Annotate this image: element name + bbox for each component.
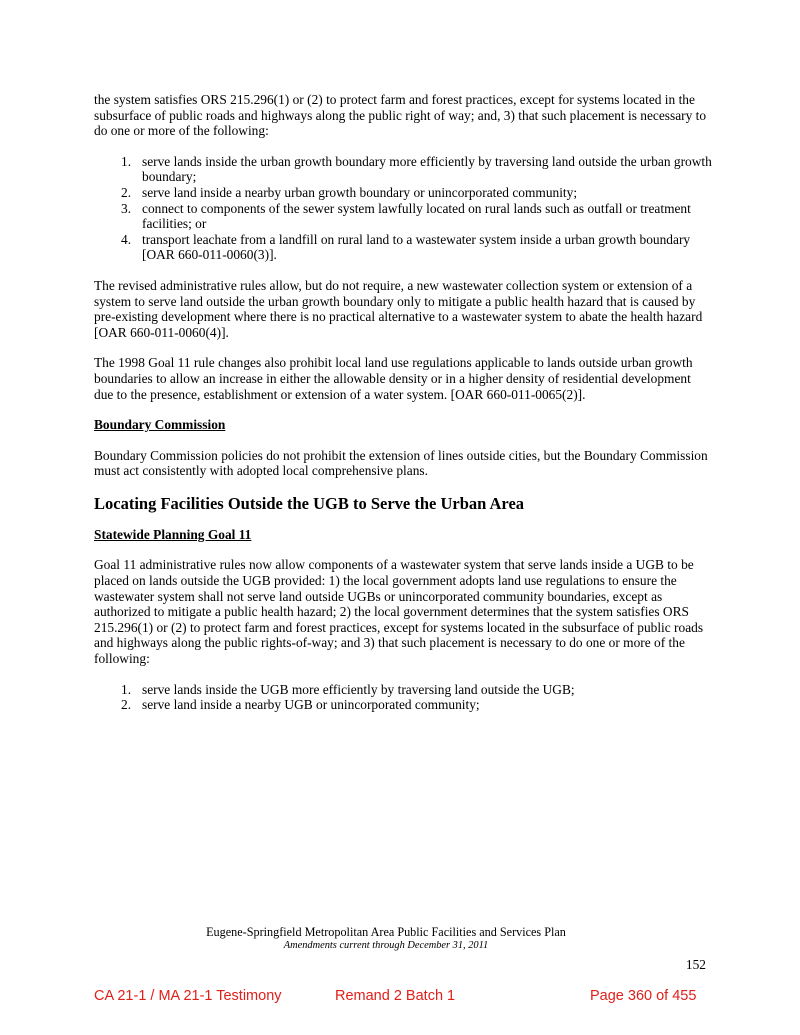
list-item: 1. serve lands inside the urban growth boundary more efficiently by traversing land outside the urban growth boundary;	[121, 153, 712, 185]
list-item: 2. serve land inside a nearby urban growth boundary or unincorporated community;	[121, 184, 578, 200]
goal11-1998-paragraph: The 1998 Goal 11 rule changes also prohibit local land use regulations applicable to lands outside urban growth boundaries to allow an increase in either the allowable density or in a higher density of residential development due to the presence, establishment or extension of a water system. [OAR 660-011-0065(2)].	[94, 355, 693, 402]
boundary-commission-heading: Boundary Commission	[94, 417, 226, 433]
section-heading: Locating Facilities Outside the UGB to Serve the Urban Area	[94, 493, 525, 513]
page-number: 152	[685, 957, 706, 972]
boundary-commission-paragraph: Boundary Commission policies do not prohibit the extension of lines outside cities, but the Boundary Commission must act consistently with adopted local comprehensive plans.	[94, 447, 708, 479]
footer-subtitle: Amendments current through December 31, 2011	[283, 940, 489, 951]
page-count-stamp: Page 360 of 455	[590, 988, 697, 1004]
footer-title: Eugene-Springfield Metropolitan Area Public Facilities and Services Plan	[206, 925, 566, 939]
goal11-paragraph: Goal 11 administrative rules now allow components of a wastewater system that serve lands inside a UGB to be placed on lands outside the UGB provided: 1) the local government adopts land use regulations to ensure the wastewater system shall not serve land outside UGBs or unincorporated community boundaries, except as authorized to mitigate a public health hazard; 2) the local government determines that the system satisfies ORS 215.296(1) or (2) to protect farm and forest practices, except for systems located in the subsurface of public roads and highways along the public rights-of-way; and 3) that such placement is necessary to do one or more of the following:	[94, 557, 704, 667]
list-item: 4. transport leachate from a landfill on rural land to a wastewater system inside a urban growth boundary [OAR 660-011-0060(3)].	[121, 231, 691, 263]
goal11-heading: Statewide Planning Goal 11	[94, 526, 252, 542]
intro-paragraph: the system satisfies ORS 215.296(1) or (2) to protect farm and forest practices, except for systems located in the subsurface of public roads and highways along the public right of way; and, 3) that such placement is necessary to do one or more of the following:	[94, 92, 707, 139]
document-body	[94, 92, 712, 728]
ugb-purpose-list	[94, 682, 712, 713]
testimony-stamp: CA 21-1 / MA 21-1 Testimony	[94, 988, 282, 1004]
list-item: 3. connect to components of the sewer system lawfully located on rural lands such as outfall or treatment facilities; or	[121, 200, 691, 232]
list-item: 1. serve lands inside the UGB more efficiently by traversing land outside the UGB;	[121, 681, 575, 697]
revised-rules-paragraph: The revised administrative rules allow, but do not require, a new wastewater collection system or extension of a system to serve land outside the urban growth boundary only to mitigate a public health hazard that is caused by pre-existing development where there is no practical alternative to a wastewater system to abate the health hazard [OAR 660-011-0060(4)].	[94, 277, 703, 340]
list-item: 2. serve land inside a nearby UGB or unincorporated community;	[121, 697, 480, 713]
wastewater-purpose-list	[94, 154, 712, 263]
batch-stamp: Remand 2 Batch 1	[335, 988, 456, 1004]
